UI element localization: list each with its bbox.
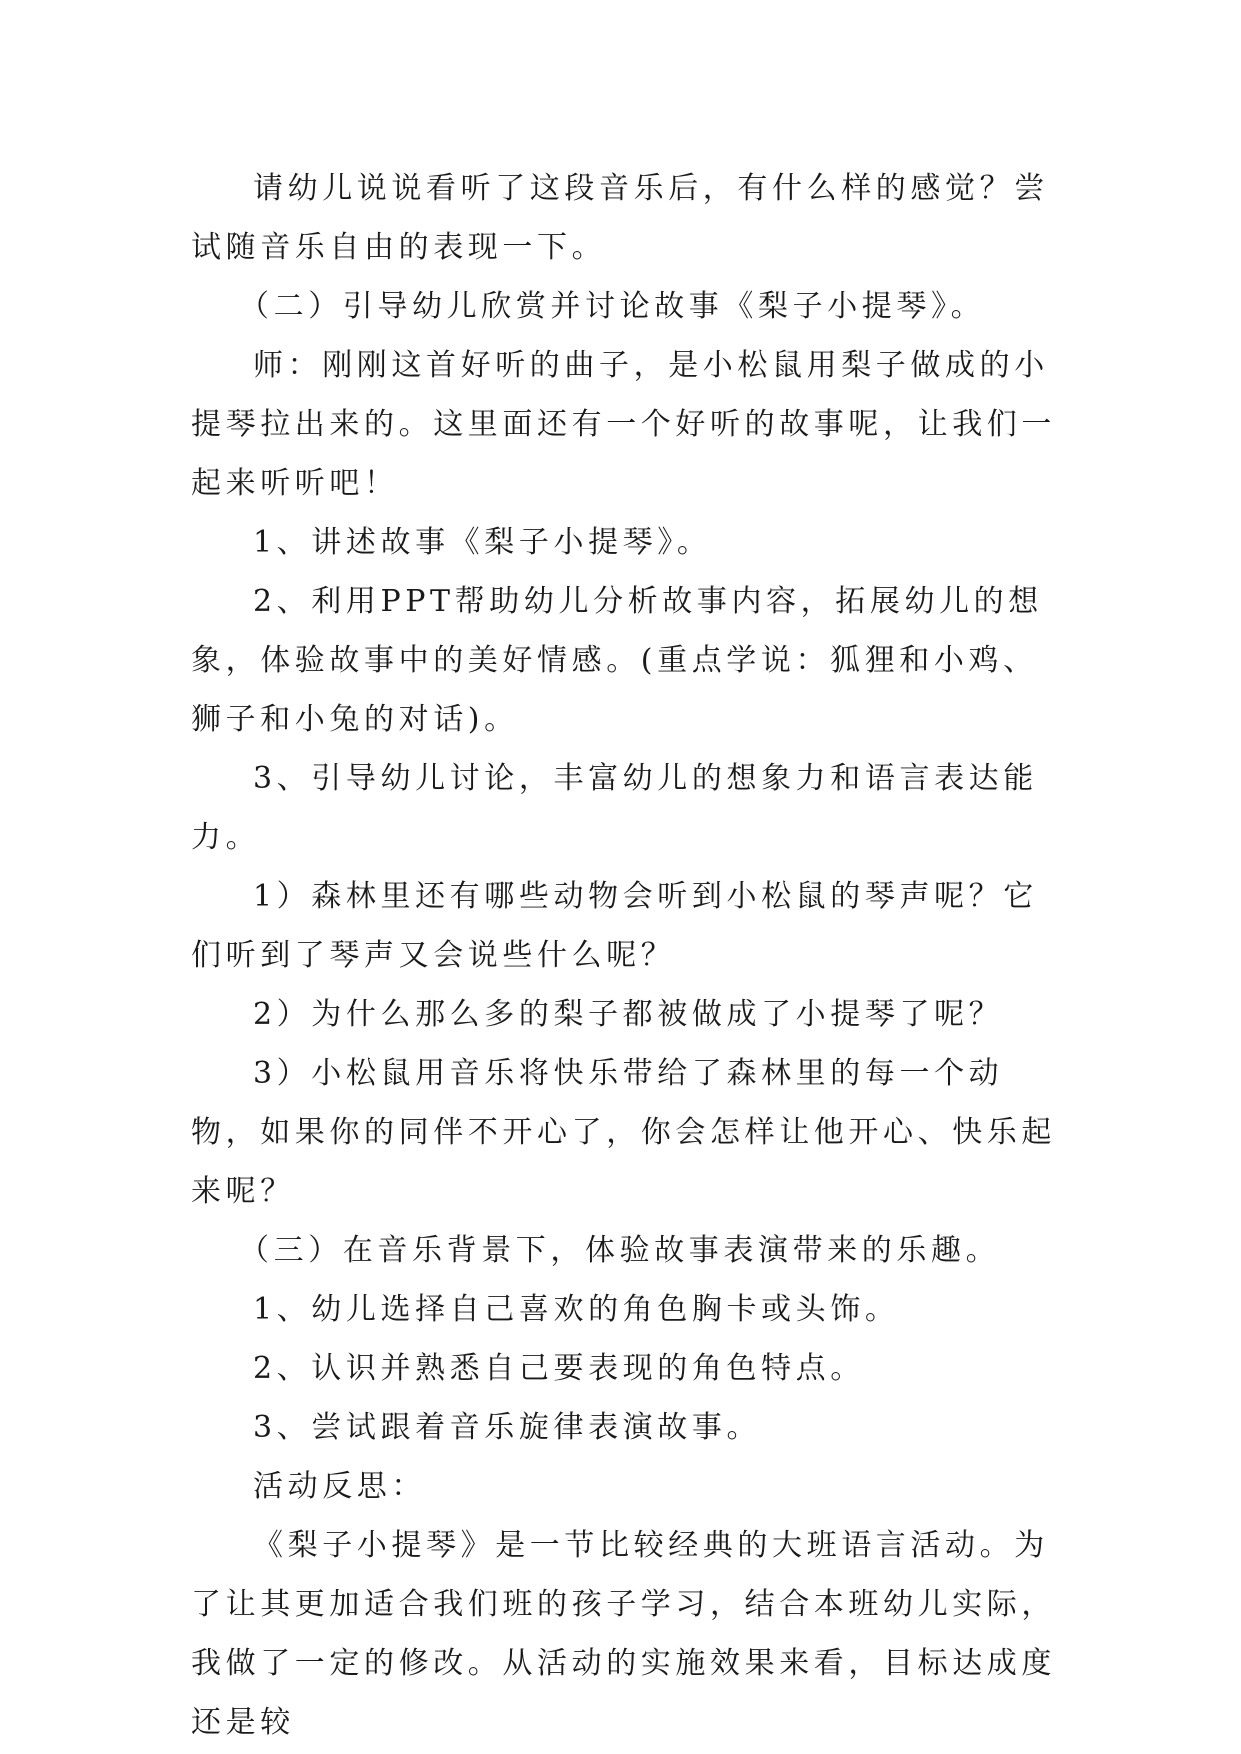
list-item: 3、尝试跟着音乐旋律表演故事。 xyxy=(253,1410,762,1445)
section-heading: （三）在音乐背景下，体验故事表演带来的乐趣。 xyxy=(239,1233,1001,1268)
paragraph: 《梨子小提琴》是一节比较经典的大班语言活动。为了让其更加适合我们班的孩子学习，结合本班幼儿实际，我做了一定的修改。从活动的实施效果来看，目标达成度还是较 xyxy=(191,1528,1056,1740)
list-item: 2、认识并熟悉自己要表现的角色特点。 xyxy=(253,1351,865,1386)
paragraph: 师：刚刚这首好听的曲子，是小松鼠用梨子做成的小提琴拉出来的。这里面还有一个好听的故事呢，让我们一起来听听吧！ xyxy=(191,348,1056,501)
list-item: 1、讲述故事《梨子小提琴》。 xyxy=(253,525,712,560)
list-item: 2、利用PPT帮助幼儿分析故事内容，拓展幼儿的想象，体验故事中的美好情感。(重点学说：狐狸和小鸡、狮子和小兔的对话)。 xyxy=(191,584,1043,737)
sub-list-item: 1）森林里还有哪些动物会听到小松鼠的琴声呢？它们听到了琴声又会说些什么呢？ xyxy=(191,879,1038,973)
document-body xyxy=(191,159,1061,1752)
list-item: 1、幼儿选择自己喜欢的角色胸卡或头饰。 xyxy=(253,1292,900,1327)
reflection-heading: 活动反思： xyxy=(253,1469,426,1504)
section-heading: （二）引导幼儿欣赏并讨论故事《梨子小提琴》。 xyxy=(239,289,986,324)
sub-list-item: 3）小松鼠用音乐将快乐带给了森林里的每一个动物，如果你的同伴不开心了，你会怎样让他开心、快乐起来呢？ xyxy=(191,1056,1056,1209)
sub-list-item: 2）为什么那么多的梨子都被做成了小提琴了呢？ xyxy=(253,997,1004,1032)
list-item: 3、引导幼儿讨论，丰富幼儿的想象力和语言表达能力。 xyxy=(191,761,1038,855)
paragraph: 请幼儿说说看听了这段音乐后，有什么样的感觉？尝试随音乐自由的表现一下。 xyxy=(191,171,1049,265)
